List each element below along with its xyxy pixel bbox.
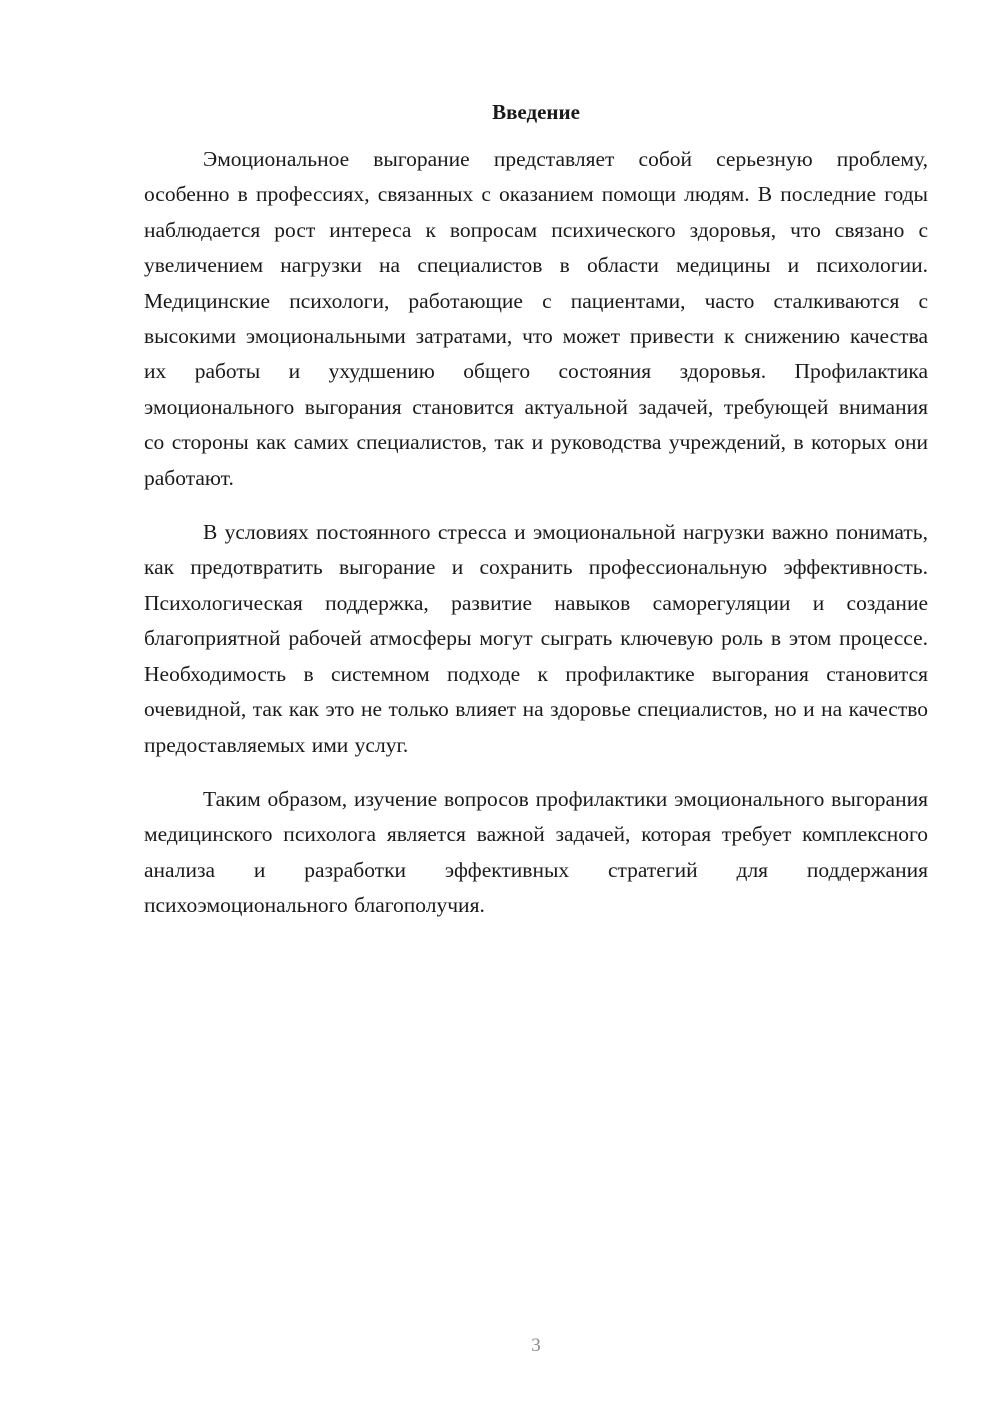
page-number: 3 xyxy=(531,1335,541,1356)
section-title: Введение xyxy=(492,100,580,124)
paragraph-3: Таким образом, изучение вопросов профилактики эмоционального выгорания медицинского психолога является важной задачей, которая требует комплексного анализа и разработки эффективных стратегий для поддержания психоэмоционального благополучия. xyxy=(144,786,928,918)
paragraph-1: Эмоциональное выгорание представляет собой серьезную проблему, особенно в профессиях, связанных с оказанием помощи людям. В последние годы наблюдается рост интереса к вопросам психического здоровья, что связано с увеличением нагрузки на специалистов в области медицины и психологии. Медицинские психологи, работающие с пациентами, часто сталкиваются с высокими эмоциональными затратами, что может привести к снижению качества их работы и ухудшению общего состояния здоровья. Профилактика эмоционального выгорания становится актуальной задачей, требующей внимания со стороны как самих специалистов, так и руководства учреждений, в которых они работают. xyxy=(144,147,928,490)
paragraph-2: В условиях постоянного стресса и эмоциональной нагрузки важно понимать, как предотвратить выгорание и сохранить профессиональную эффективность. Психологическая поддержка, развитие навыков саморегуляции и создание благоприятной рабочей атмосферы могут сыграть ключевую роль в этом процессе. Необходимость в системном подходе к профилактике выгорания становится очевидной, так как это не только влияет на здоровье специалистов, но и на качество предоставляемых ими услуг. xyxy=(144,520,928,757)
body-text xyxy=(144,142,928,924)
